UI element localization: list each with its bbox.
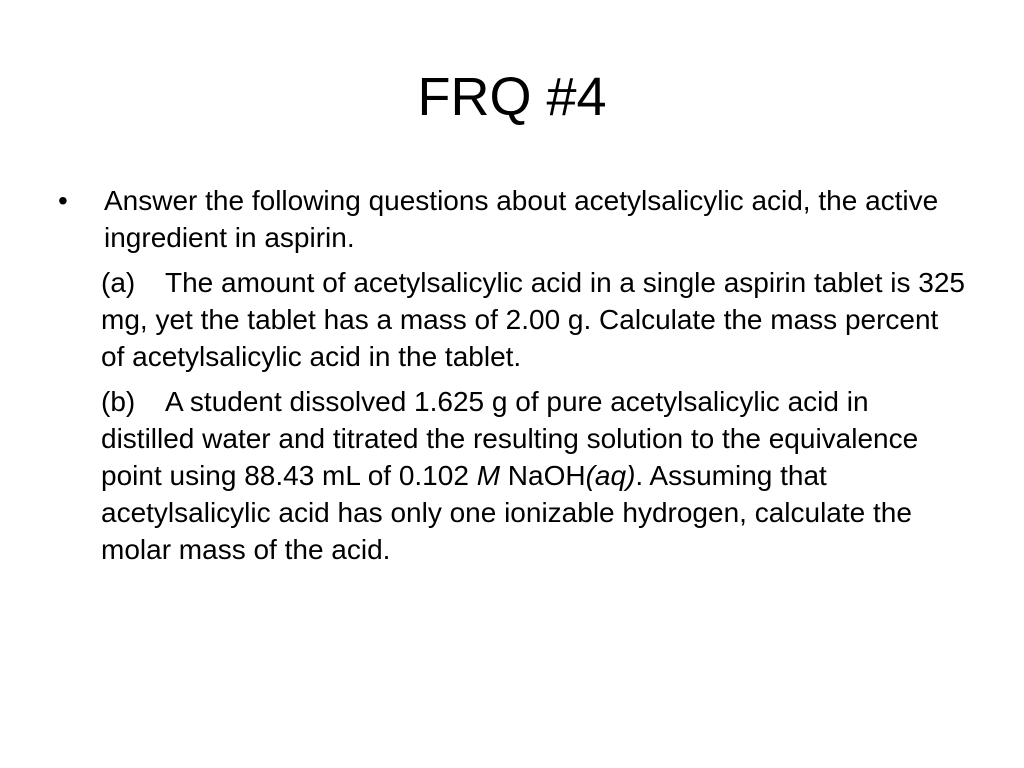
- part-a-text: The amount of acetylsalicylic acid in a single aspirin tablet is 325 mg, yet the tablet has a mass of 2.00 g. Calculate the mass percent of acetylsalicylic acid in the tablet.: [101, 267, 965, 372]
- part-b-text-1: A student dissolved 1.625 g of pure acetylsalicylic acid in distilled water and titrated the resulting solution to the equivalence point using 88.43 mL of 0.102: [101, 386, 919, 491]
- bullet-text: Answer the following questions about acetylsalicylic acid, the active ingredient in aspirin.: [104, 185, 939, 253]
- bullet-icon: •: [58, 185, 68, 216]
- part-b-text-3: . Assuming that acetylsalicylic acid has only one ionizable hydrogen, calculate the molar mass of the acid.: [101, 460, 912, 565]
- phase-label: (aq): [585, 460, 636, 491]
- part-a-paragraph: [101, 264, 966, 375]
- part-a-label: (a): [101, 267, 136, 298]
- molarity-unit: M: [476, 460, 501, 491]
- part-b-text-2: NaOH: [500, 460, 586, 491]
- bullet-item: [55, 182, 975, 256]
- slide-content: [55, 182, 975, 568]
- part-b-paragraph: [101, 383, 966, 568]
- slide-title: FRQ #4: [417, 67, 607, 127]
- part-b-label: (b): [101, 386, 136, 417]
